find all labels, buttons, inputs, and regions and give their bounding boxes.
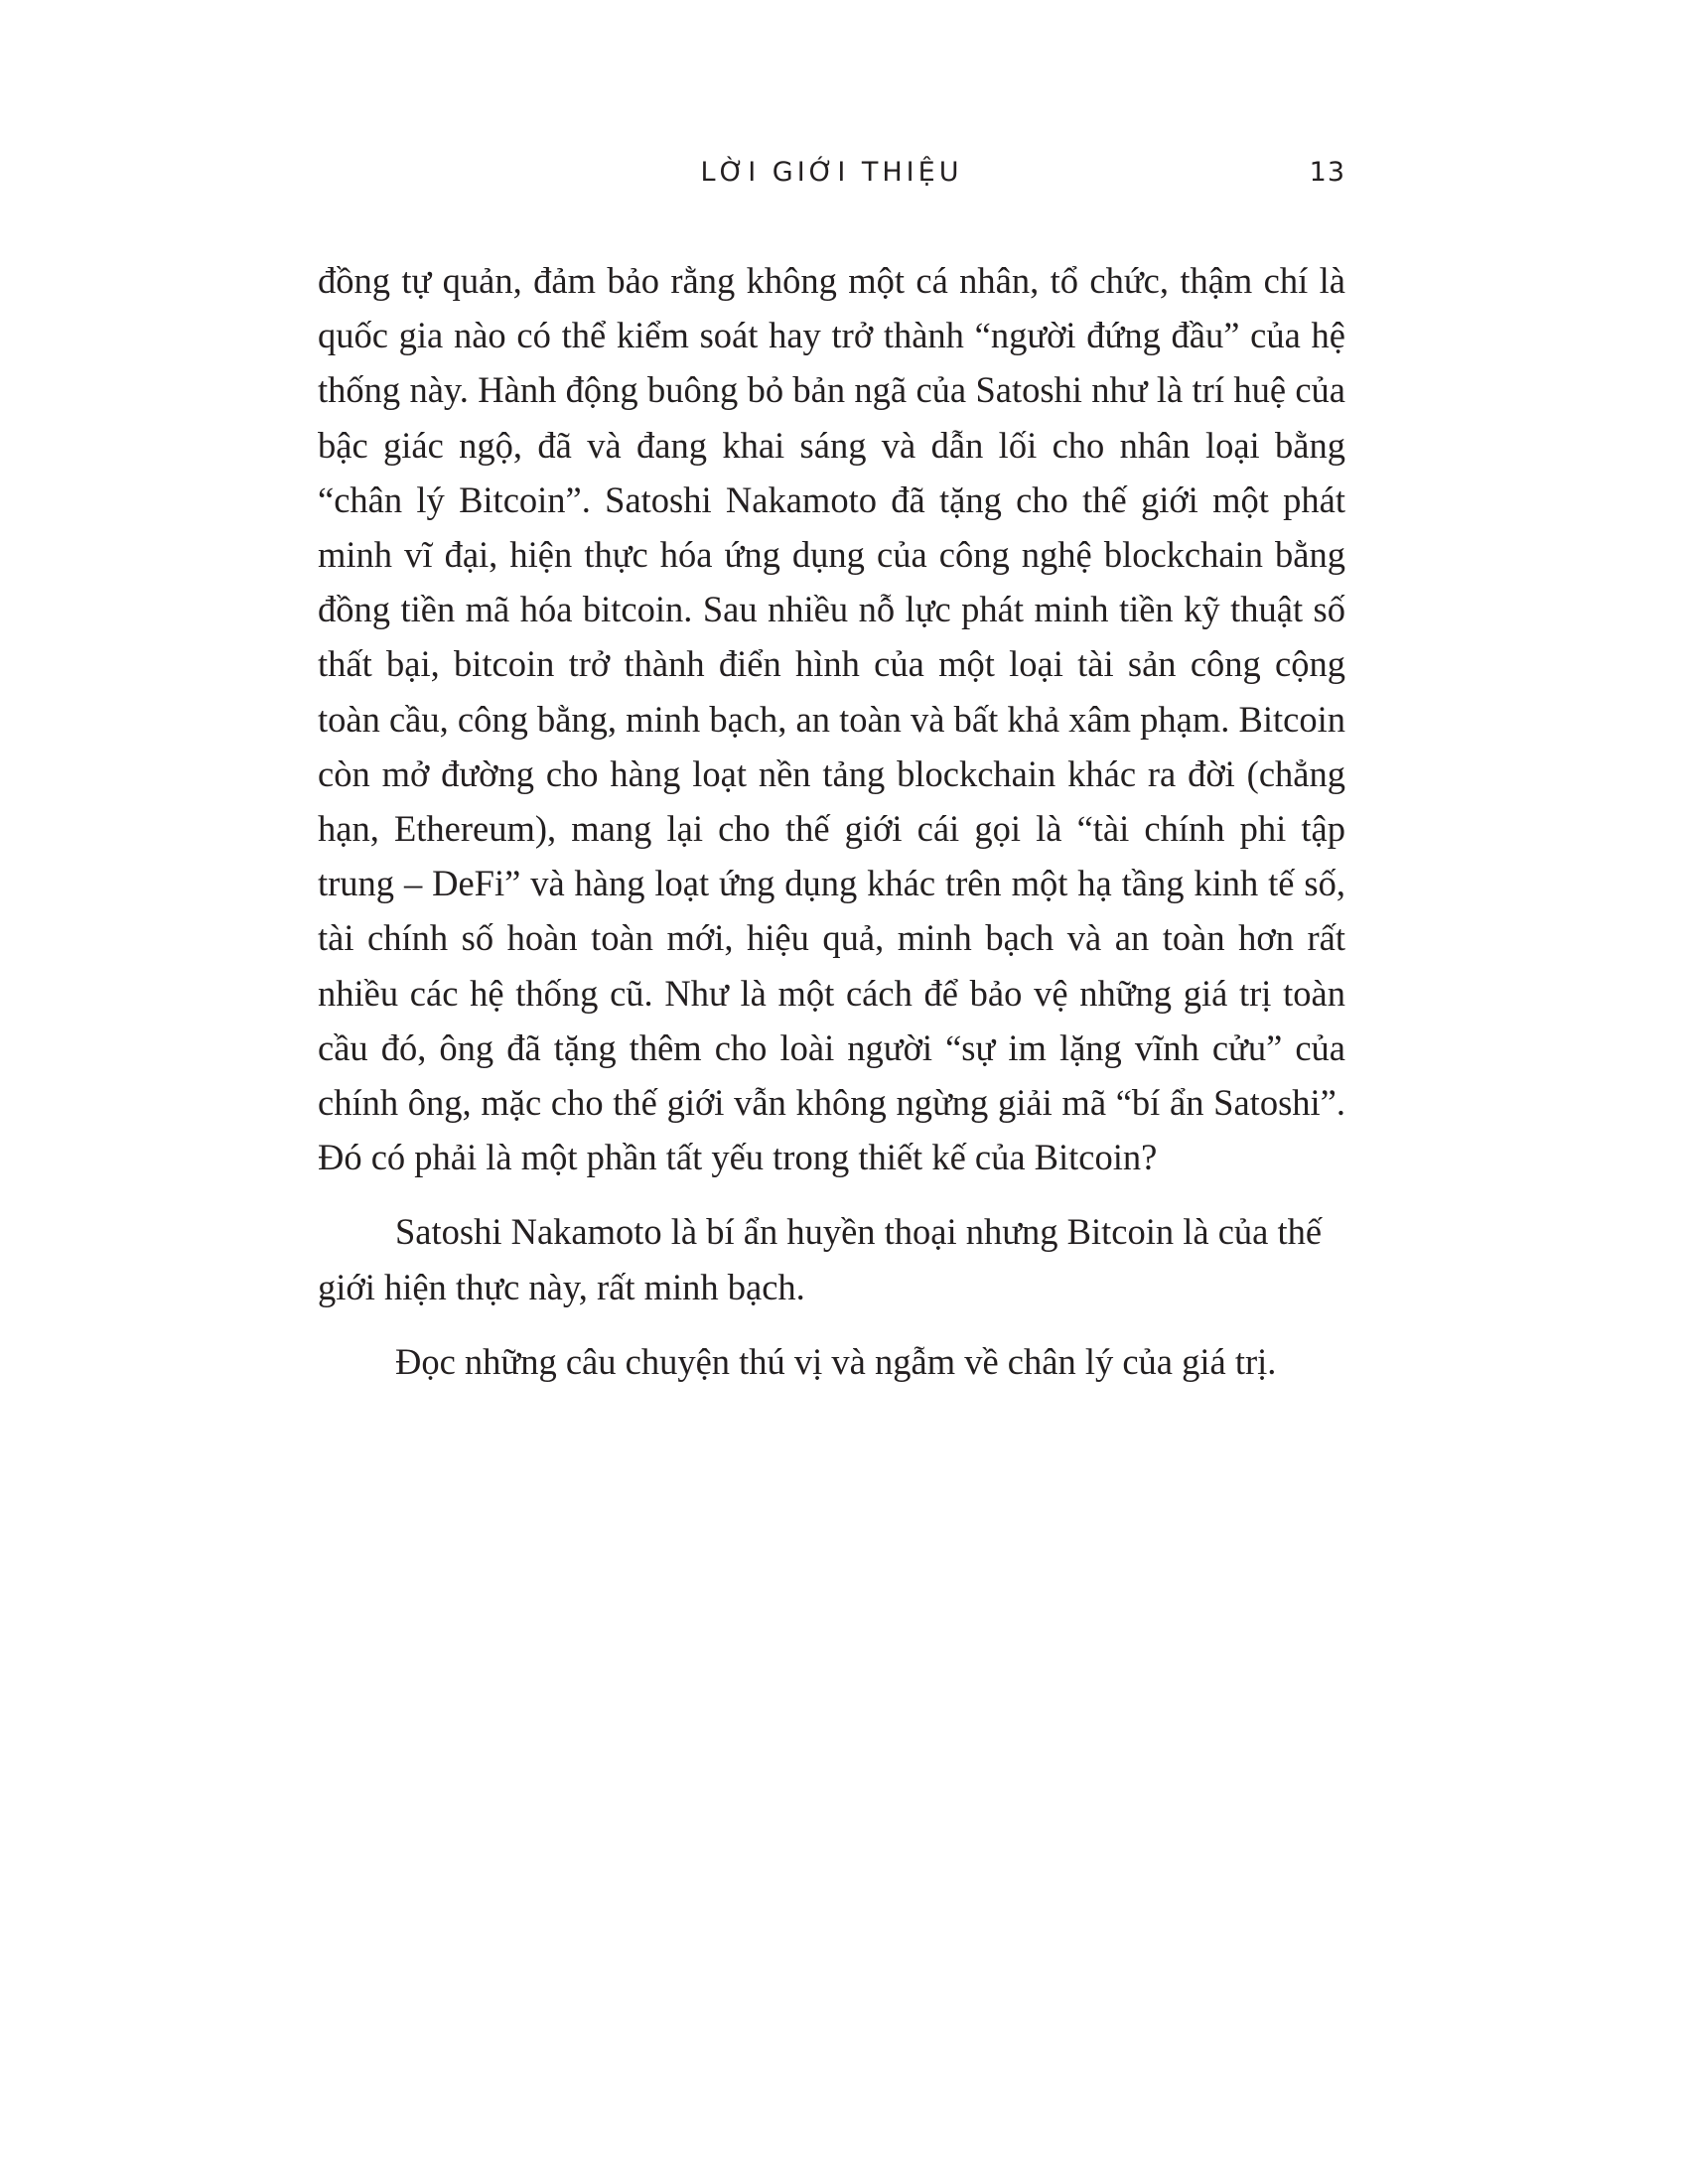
running-title: LỜI GIỚI THIỆU	[700, 157, 963, 188]
paragraph: Satoshi Nakamoto là bí ẩn huyền thoại nhưng Bitcoin là của thế giới hiện thực này, rất minh bạch.	[318, 1211, 1323, 1307]
running-head	[318, 149, 1345, 199]
paragraph: Đọc những câu chuyện thú vị và ngẫm về chân lý của giá trị.	[395, 1340, 1277, 1382]
body-text	[318, 253, 1345, 1389]
page-number: 13	[1309, 157, 1345, 188]
paragraph: đồng tự quản, đảm bảo rằng không một cá nhân, tổ chức, thậm chí là quốc gia nào có thể kiểm soát hay trở thành “người đứng đầu” của hệ thống này. Hành động buông bỏ bản ngã của Satoshi như là trí huệ của bậc giác ngộ, đã và đang khai sáng và dẫn lối cho nhân loại bằng “chân lý Bitcoin”. Satoshi Nakamoto đã tặng cho thế giới một phát minh vĩ đại, hiện thực hóa ứng dụng của công nghệ blockchain bằng đồng tiền mã hóa bitcoin. Sau nhiều nỗ lực phát minh tiền kỹ thuật số thất bại, bitcoin trở thành điển hình của một loại tài sản công cộng toàn cầu, công bằng, minh bạch, an toàn và bất khả xâm phạm. Bitcoin còn mở đường cho hàng loạt nền tảng blockchain khác ra đời (chẳng hạn, Ethereum), mang lại cho thế giới cái gọi là “tài chính phi tập trung – DeFi” và hàng loạt ứng dụng khác trên một hạ tầng kinh tế số, tài chính số hoàn toàn mới, hiệu quả, minh bạch và an toàn hơn rất nhiều các hệ thống cũ. Như là một cách để bảo vệ những giá trị toàn cầu đó, ông đã tặng thêm cho loài người “sự im lặng vĩnh cửu” của chính ông, mặc cho thế giới vẫn không ngừng giải mã “bí ẩn Satoshi”. Đó có phải là một phần tất yếu trong thiết kế của Bitcoin?	[318, 260, 1345, 1178]
